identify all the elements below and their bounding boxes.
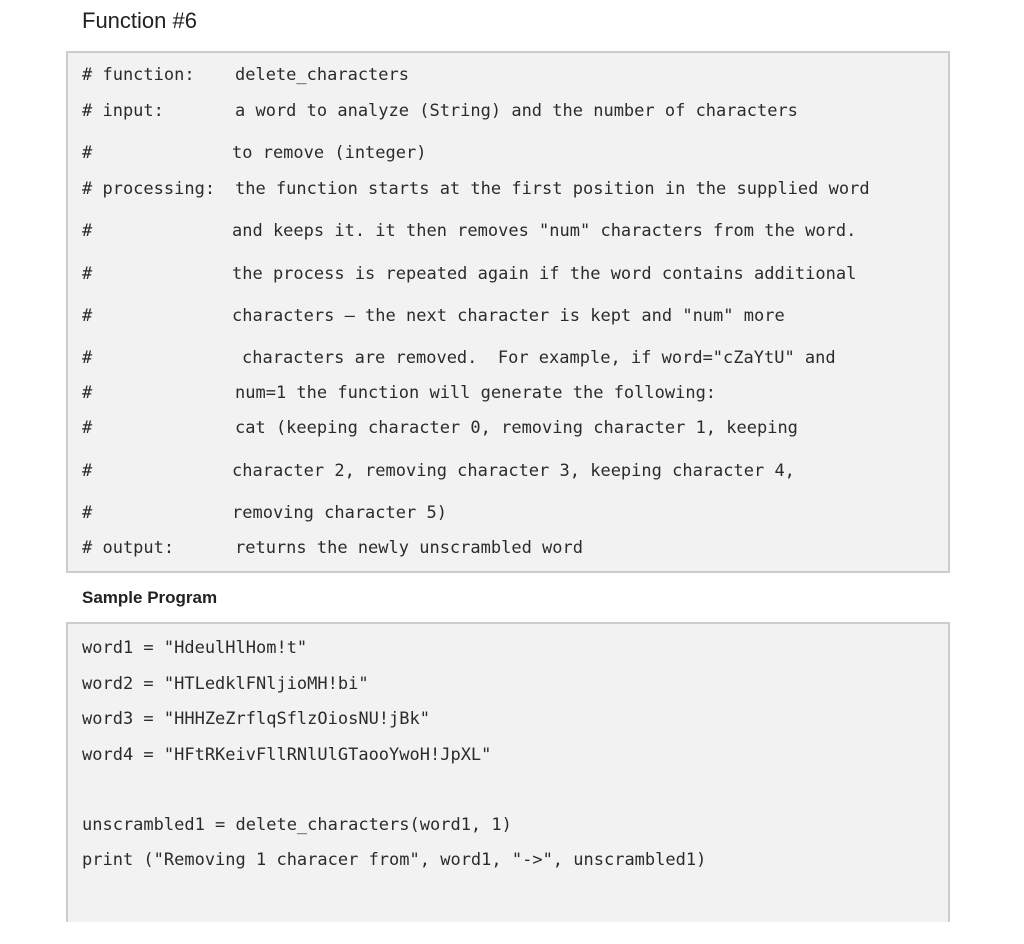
- comment-label: # output:: [82, 538, 175, 558]
- sample-program-heading: Sample Program: [82, 588, 218, 607]
- comment-text: a word to analyze (String) and the number of characters: [235, 101, 798, 121]
- comment-text: returns the newly unscrambled word: [235, 538, 583, 558]
- comment-text: the process is repeated again if the word contains additional: [232, 264, 857, 284]
- comment-label: # processing:: [82, 179, 216, 199]
- comment-label: #: [82, 348, 93, 368]
- comment-text: removing character 5): [232, 503, 447, 523]
- sample-program-code-block: [66, 622, 950, 922]
- comment-label: #: [82, 503, 93, 523]
- comment-text: cat (keeping character 0, removing character 1, keeping: [235, 418, 798, 438]
- comment-label: #: [82, 383, 93, 403]
- code-line: word3 = "HHHZeZrflqSflzOiosNU!jBk": [82, 709, 430, 729]
- comment-label: # input:: [82, 101, 164, 121]
- comment-label: #: [82, 143, 93, 163]
- code-line: print ("Removing 1 characer from", word1, "->", unscrambled1): [82, 850, 707, 870]
- comment-text: num=1 the function will generate the following:: [235, 383, 717, 403]
- comment-label: #: [82, 306, 93, 326]
- comment-label: # function:: [82, 65, 195, 85]
- comment-text: and keeps it. it then removes "num" characters from the word.: [232, 221, 857, 241]
- function-heading: Function #6: [82, 8, 197, 33]
- comment-text: delete_characters: [235, 65, 409, 85]
- comment-text: characters are removed. For example, if word="cZaYtU" and: [242, 348, 836, 368]
- comment-text: characters – the next character is kept and "num" more: [232, 306, 785, 326]
- comment-label: #: [82, 418, 93, 438]
- comment-label: #: [82, 461, 93, 481]
- code-line: unscrambled1 = delete_characters(word1, 1): [82, 815, 512, 835]
- comment-text: the function starts at the first position in the supplied word: [235, 179, 870, 199]
- function-comment-block: [66, 51, 950, 573]
- comment-label: #: [82, 264, 93, 284]
- code-line: word2 = "HTLedklFNljioMH!bi": [82, 674, 369, 694]
- comment-label: #: [82, 221, 93, 241]
- code-line: word1 = "HdeulHlHom!t": [82, 638, 308, 658]
- comment-text: character 2, removing character 3, keeping character 4,: [232, 461, 795, 481]
- code-line: word4 = "HFtRKeivFllRNlUlGTaooYwoH!JpXL": [82, 745, 492, 765]
- comment-text: to remove (integer): [232, 143, 427, 163]
